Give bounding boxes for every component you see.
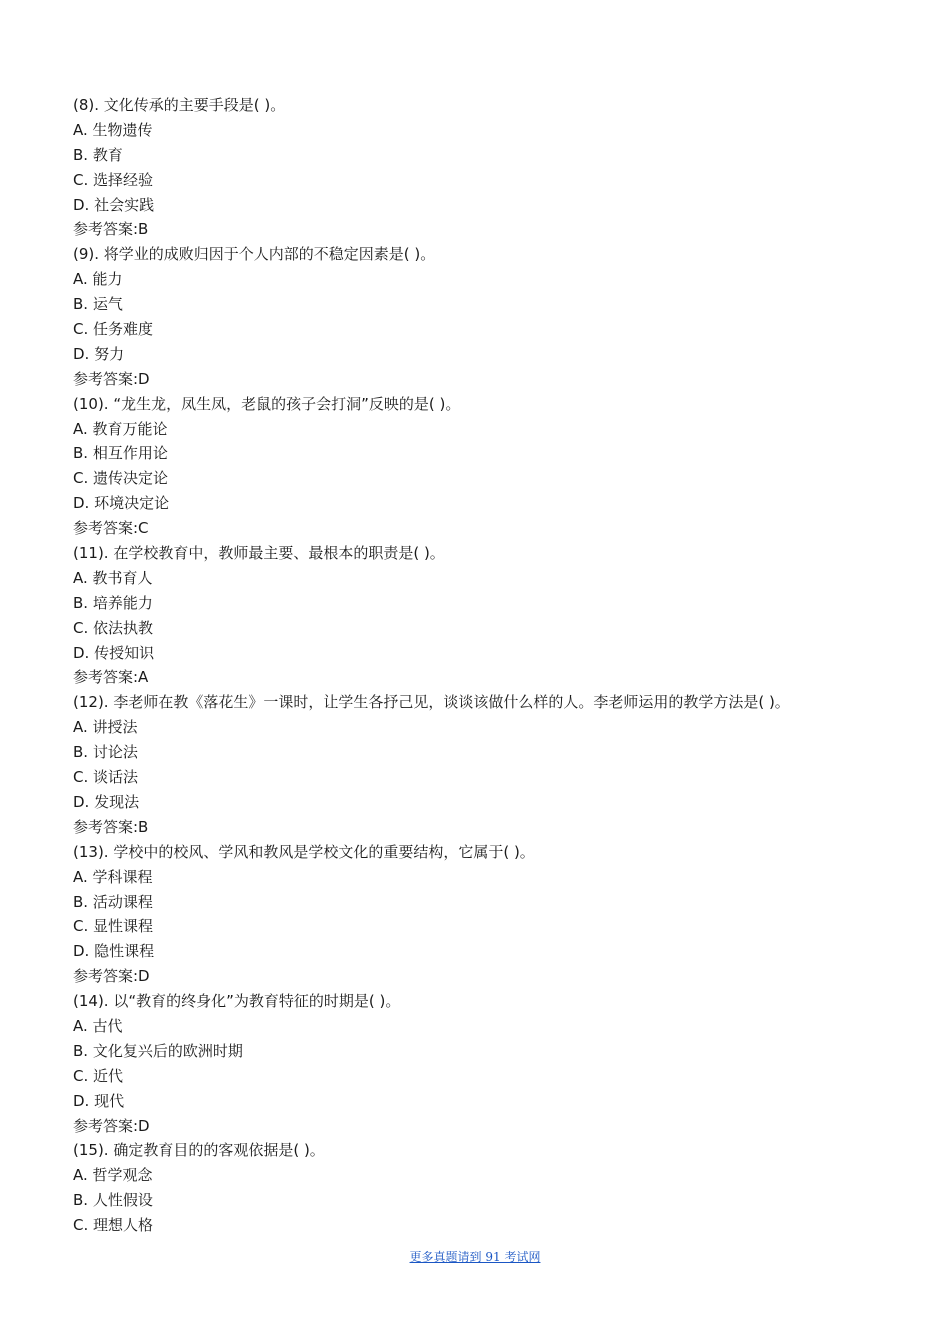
- answer-option: C. 选择经验: [73, 170, 154, 189]
- answer-option: C. 谈话法: [73, 768, 139, 787]
- answer-option: D. 社会实践: [73, 195, 155, 214]
- answer-option: A. 古代: [73, 1016, 123, 1035]
- answer-option: C. 遗传决定论: [73, 469, 169, 488]
- answer-option: C. 理想人格: [73, 1216, 154, 1235]
- answer-option: D. 发现法: [73, 792, 140, 811]
- reference-answer: 参考答案:C: [73, 519, 149, 538]
- reference-answer: 参考答案:D: [73, 967, 150, 986]
- answer-option: A. 教书育人: [73, 568, 153, 587]
- answer-option: B. 运气: [73, 295, 123, 314]
- answer-option: D. 隐性课程: [73, 942, 155, 961]
- answer-option: A. 生物遗传: [73, 120, 153, 139]
- question-stem: (8). 文化传承的主要手段是( )。: [73, 96, 286, 114]
- answer-option: D. 环境决定论: [73, 494, 170, 513]
- answer-option: B. 文化复兴后的欧洲时期: [73, 1041, 243, 1060]
- answer-option: A. 讲授法: [73, 718, 138, 737]
- answer-option: B. 活动课程: [73, 892, 153, 911]
- answer-option: D. 努力: [73, 344, 125, 363]
- answer-option: A. 能力: [73, 270, 123, 289]
- answer-option: B. 讨论法: [73, 743, 138, 762]
- question-list: [73, 93, 933, 1238]
- question-stem: (9). 将学业的成败归因于个人内部的不稳定因素是( )。: [73, 245, 436, 264]
- question-stem: (14). 以“教育的终身化”为教育特征的时期是( )。: [73, 992, 401, 1011]
- answer-option: A. 哲学观念: [73, 1166, 153, 1185]
- reference-answer: 参考答案:B: [73, 220, 149, 239]
- answer-option: D. 现代: [73, 1091, 125, 1110]
- answer-option: B. 人性假设: [73, 1191, 153, 1210]
- answer-option: D. 传授知识: [73, 643, 155, 662]
- reference-answer: 参考答案:D: [73, 1116, 150, 1135]
- question-stem: (11). 在学校教育中，教师最主要、最根本的职责是( )。: [73, 544, 445, 563]
- reference-answer: 参考答案:B: [73, 817, 149, 836]
- reference-answer: 参考答案:D: [73, 369, 150, 388]
- footer-link[interactable]: 更多真题请到 91 考试网: [409, 1250, 541, 1264]
- answer-option: B. 培养能力: [73, 593, 153, 612]
- question-stem: (15). 确定教育目的的客观依据是( )。: [73, 1141, 325, 1160]
- answer-option: B. 相互作用论: [73, 444, 168, 463]
- question-stem: (10). “龙生龙，凤生凤，老鼠的孩子会打洞”反映的是( )。: [73, 394, 461, 413]
- answer-option: A. 教育万能论: [73, 419, 168, 438]
- answer-option: C. 依法执教: [73, 618, 154, 637]
- question-stem: (12). 李老师在教《落花生》一课时，让学生各抒己见，谈谈该做什么样的人。李老师运用的教学方法是( )。: [73, 693, 790, 712]
- answer-option: C. 显性课程: [73, 917, 154, 936]
- answer-option: B. 教育: [73, 145, 123, 164]
- answer-option: A. 学科课程: [73, 867, 153, 886]
- question-stem: (13). 学校中的校风、学风和教风是学校文化的重要结构，它属于( )。: [73, 842, 535, 861]
- reference-answer: 参考答案:A: [73, 668, 149, 687]
- answer-option: C. 任务难度: [73, 320, 154, 339]
- answer-option: C. 近代: [73, 1066, 124, 1085]
